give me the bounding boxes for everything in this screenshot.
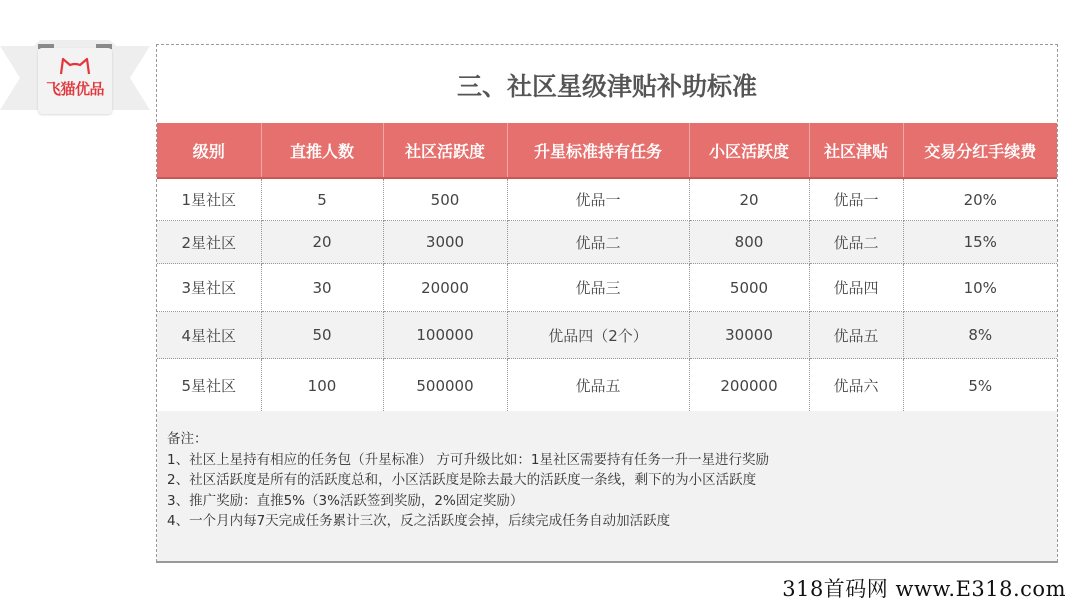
col-header-trade-dividend-fee: 交易分红手续费 bbox=[903, 123, 1057, 178]
cell-small-area-activity: 30000 bbox=[689, 312, 809, 359]
table-header-row bbox=[157, 123, 1057, 178]
col-header-level: 级别 bbox=[157, 123, 261, 178]
cell-direct-referrals: 20 bbox=[261, 221, 383, 264]
cell-community-activity: 100000 bbox=[383, 312, 507, 359]
cell-direct-referrals: 100 bbox=[261, 359, 383, 413]
cell-trade-dividend-fee: 8% bbox=[903, 312, 1057, 359]
cell-trade-dividend-fee: 5% bbox=[903, 359, 1057, 413]
cell-level: 1星社区 bbox=[157, 178, 261, 221]
cat-ears-icon bbox=[58, 56, 92, 76]
table-row bbox=[157, 178, 1057, 221]
cell-community-allowance: 优品二 bbox=[809, 221, 903, 264]
col-header-community-activity: 社区活跃度 bbox=[383, 123, 507, 178]
cell-trade-dividend-fee: 10% bbox=[903, 264, 1057, 312]
col-header-direct-referrals: 直推人数 bbox=[261, 123, 383, 178]
col-header-small-area-activity: 小区活跃度 bbox=[689, 123, 809, 178]
col-header-community-allowance: 社区津贴 bbox=[809, 123, 903, 178]
logo-badge bbox=[0, 40, 150, 120]
logo-text: 飞猫优品 bbox=[45, 80, 104, 98]
cell-community-activity: 3000 bbox=[383, 221, 507, 264]
cell-level: 3星社区 bbox=[157, 264, 261, 312]
notes-heading: 备注： bbox=[167, 431, 208, 447]
cell-upgrade-task: 优品二 bbox=[507, 221, 689, 264]
subsidy-panel bbox=[156, 44, 1058, 562]
cell-level: 2星社区 bbox=[157, 221, 261, 264]
cell-direct-referrals: 50 bbox=[261, 312, 383, 359]
cell-upgrade-task: 优品三 bbox=[507, 264, 689, 312]
cell-level: 5星社区 bbox=[157, 359, 261, 413]
cell-community-allowance: 优品一 bbox=[809, 178, 903, 221]
cell-community-activity: 500 bbox=[383, 178, 507, 221]
cell-community-activity: 20000 bbox=[383, 264, 507, 312]
star-level-table bbox=[157, 123, 1057, 413]
cell-upgrade-task: 优品四（2个） bbox=[507, 312, 689, 359]
cell-trade-dividend-fee: 15% bbox=[903, 221, 1057, 264]
cell-small-area-activity: 200000 bbox=[689, 359, 809, 413]
cell-direct-referrals: 5 bbox=[261, 178, 383, 221]
cell-direct-referrals: 30 bbox=[261, 264, 383, 312]
cell-small-area-activity: 5000 bbox=[689, 264, 809, 312]
cell-small-area-activity: 20 bbox=[689, 178, 809, 221]
table-row bbox=[157, 264, 1057, 312]
table-row bbox=[157, 221, 1057, 264]
cell-upgrade-task: 优品五 bbox=[507, 359, 689, 413]
note-line: 3、推广奖励：直推5%（3%活跃签到奖励，2%固定奖励） bbox=[167, 492, 524, 509]
table-row bbox=[157, 312, 1057, 359]
table-row bbox=[157, 359, 1057, 413]
cell-community-activity: 500000 bbox=[383, 359, 507, 413]
cell-level: 4星社区 bbox=[157, 312, 261, 359]
note-line: 1、社区上星持有相应的任务包（升星标准） 方可升级比如：1星社区需要持有任务一升一星进行奖励 bbox=[167, 451, 769, 468]
watermark-text: 318首码网 www.E318.com bbox=[782, 577, 1066, 601]
cell-community-allowance: 优品四 bbox=[809, 264, 903, 312]
notes-section bbox=[157, 411, 1057, 561]
note-line: 4、一个月内每7天完成任务累计三次，反之活跃度会掉，后续完成任务自动加活跃度 bbox=[167, 513, 671, 529]
note-line: 2、社区活跃度是所有的活跃度总和，小区活跃度是除去最大的活跃度一条线，剩下的为小区活跃度 bbox=[167, 472, 757, 488]
cell-community-allowance: 优品六 bbox=[809, 359, 903, 413]
page-title: 三、社区星级津贴补助标准 bbox=[456, 72, 757, 101]
col-header-upgrade-task: 升星标准持有任务 bbox=[507, 123, 689, 178]
cell-trade-dividend-fee: 20% bbox=[903, 178, 1057, 221]
cell-upgrade-task: 优品一 bbox=[507, 178, 689, 221]
cell-small-area-activity: 800 bbox=[689, 221, 809, 264]
cell-community-allowance: 优品五 bbox=[809, 312, 903, 359]
